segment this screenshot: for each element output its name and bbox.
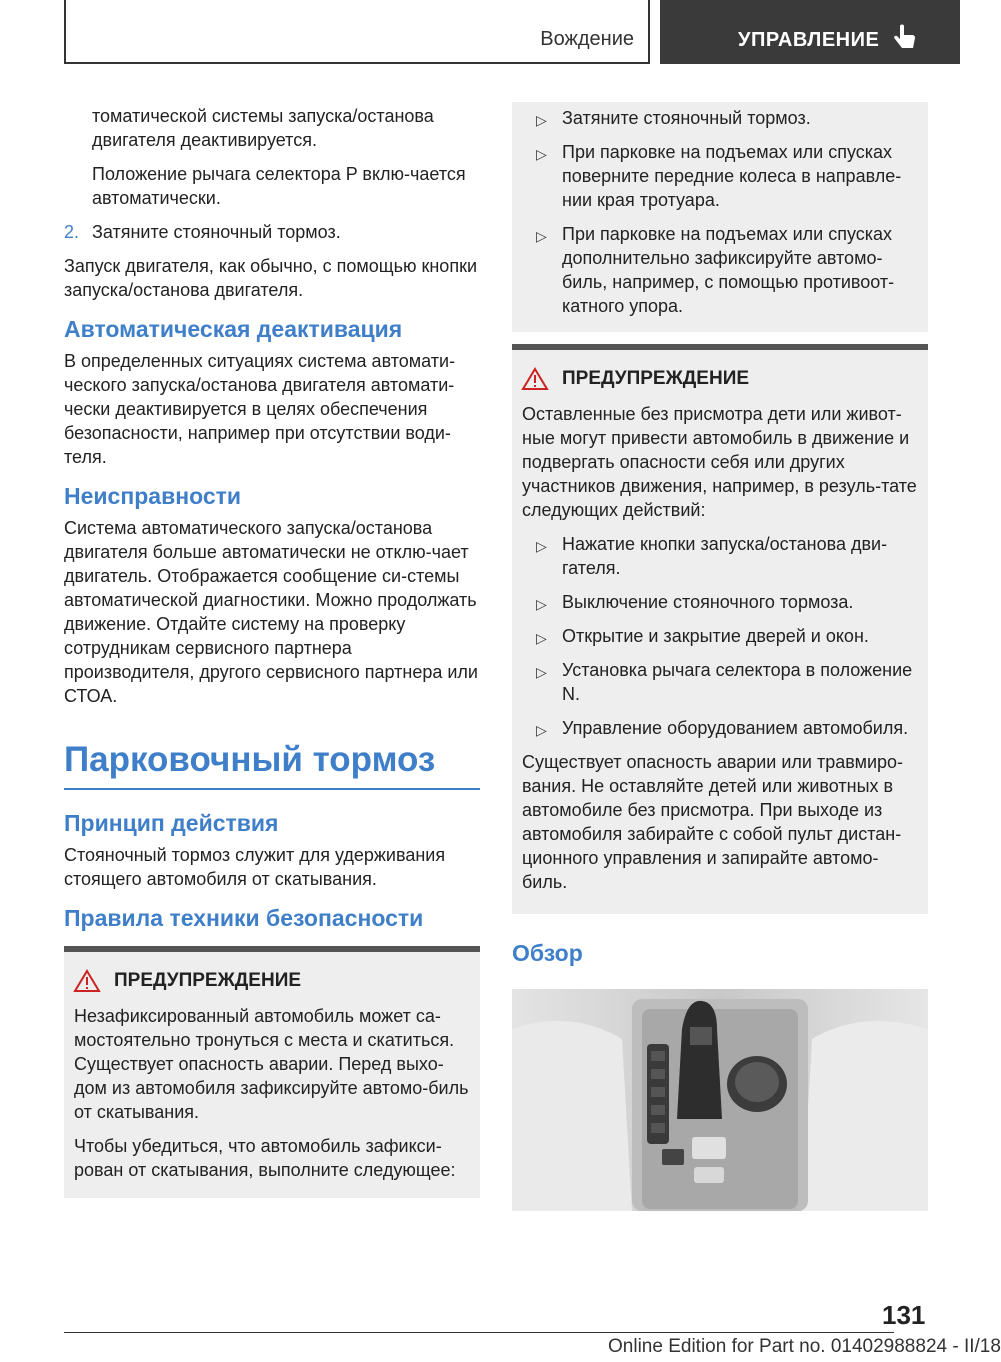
bullet-list-1-text: При парковке на подъемах или спусках дополнительно зафиксируйте автомо-биль, например, с помощью противоот-катного упора. <box>562 224 895 316</box>
principle-heading: Принцип действия <box>64 810 279 836</box>
step-2-text: Затяните стояночный тормоз. <box>92 222 341 242</box>
bullet-list-2-item <box>522 716 918 740</box>
warning-text-left-2: Чтобы убедиться, что автомобиль зафикси-рован от скатывания, выполните следующее: <box>74 1136 456 1180</box>
bullet-triangle-icon: ▷ <box>536 722 547 738</box>
warning-box-right <box>512 344 928 914</box>
bullet-list-1-item <box>522 222 918 318</box>
header-chapter-tab <box>660 0 960 64</box>
warning-triangle-icon <box>522 368 548 390</box>
safety-heading: Правила техники безопасности <box>64 905 424 931</box>
auto-deactivation-text: В определенных ситуациях система автомати-ческого запуска/останова двигателя автомати-чески деактивируется в целях обеспечения безопасности, например при отсутствии води-теля. <box>64 351 456 467</box>
warning-heading-left <box>74 970 470 994</box>
warning-continued-box <box>512 102 928 332</box>
bullet-list-2-item <box>522 658 918 706</box>
warning-box-left <box>64 946 480 1198</box>
header-chapter-label: УПРАВЛЕНИЕ <box>738 29 880 51</box>
page-number: 131 <box>882 1300 926 1330</box>
bullet-list-1-text: Затяните стояночный тормоз. <box>562 108 811 128</box>
warning-title-left: ПРЕДУПРЕЖДЕНИЕ <box>114 970 302 991</box>
bullet-triangle-icon: ▷ <box>536 596 547 612</box>
step-2-number: 2. <box>64 222 80 242</box>
intro-text-2: Положение рычага селектора P вклю-чается автоматически. <box>92 164 466 208</box>
bullet-triangle-icon: ▷ <box>536 630 547 646</box>
gear-selector-photo <box>512 989 928 1211</box>
warning-text-left-1: Незафиксированный автомобиль может са-мостоятельно тронуться с места и скатиться. Существует опасность аварии. Перед выхо-дом из автомобиля зафиксируйте автомо-биль от скатывания. <box>74 1006 469 1122</box>
warning-triangle-icon <box>74 970 100 992</box>
auto-deactivation-heading: Автоматическая деактивация <box>64 316 403 342</box>
principle-text: Стояночный тормоз служит для удерживания стоящего автомобиля от скатывания. <box>64 845 446 889</box>
warning-text-right-2: Существует опасность аварии или травмиро-вания. Не оставляйте детей или животных в автомобиле без присмотра. При выходе из автомобиля забирайте с собой пульт дистан-ционного управления и запирайте автомо-биль. <box>522 752 904 892</box>
header-section-box <box>64 0 650 64</box>
bullet-triangle-icon: ▷ <box>536 538 547 554</box>
bullet-list-1-item <box>522 106 918 130</box>
footer-edition: Online Edition for Part no. 01402988824 - II/18 <box>608 1336 1001 1357</box>
intro-text-1: томатической системы запуска/останова двигателя деактивируется. <box>92 106 434 150</box>
faults-text: Система автоматического запуска/останова двигателя больше автоматически не отклю-чает двигатель. Отображается сообщение си-стемы автоматической диагностики. Можно продолжать движение. Отдайте систему на проверку сотрудникам сервисного партнера производителя, другого сервисного партнера или СТОА. <box>64 518 478 706</box>
step-2 <box>64 220 480 244</box>
bullet-list-1-text: При парковке на подъемах или спусках поверните передние колеса в направле-нии края тротуара. <box>562 142 902 210</box>
left-column <box>64 104 480 1198</box>
bullet-list-2-item <box>522 532 918 580</box>
right-column <box>512 102 928 1211</box>
bullet-list-2-text: Выключение стояночного тормоза. <box>562 592 854 612</box>
bullet-list-1-item <box>522 140 918 212</box>
hand-pointer-icon <box>892 24 918 57</box>
bullet-list-2-text: Нажатие кнопки запуска/останова дви-гателя. <box>562 534 888 578</box>
start-text: Запуск двигателя, как обычно, с помощью кнопки запуска/останова двигателя. <box>64 256 477 300</box>
bullet-triangle-icon: ▷ <box>536 228 547 244</box>
bullet-list-2-item <box>522 590 918 614</box>
bullet-list-2-text: Установка рычага селектора в положение N. <box>562 660 913 704</box>
bullet-list-2-text: Управление оборудованием автомобиля. <box>562 718 909 738</box>
bullet-triangle-icon: ▷ <box>536 664 547 680</box>
bullet-triangle-icon: ▷ <box>536 112 547 128</box>
bullet-list-2-text: Открытие и закрытие дверей и окон. <box>562 626 869 646</box>
parking-brake-title: Парковочный тормоз <box>64 740 480 790</box>
warning-title-right: ПРЕДУПРЕЖДЕНИЕ <box>562 368 750 389</box>
bullet-list-2-item <box>522 624 918 648</box>
faults-heading: Неисправности <box>64 483 242 509</box>
overview-heading: Обзор <box>512 940 583 966</box>
footer-divider <box>64 1332 894 1333</box>
warning-heading-right <box>522 368 918 392</box>
warning-text-right-1: Оставленные без присмотра дети или живот-ные могут привести автомобиль в движение и подвергать опасности себя или других участников движения, например, в резуль-тате следующих действий: <box>522 404 917 520</box>
bullet-triangle-icon: ▷ <box>536 146 547 162</box>
header-section-label: Вождение <box>540 28 634 50</box>
